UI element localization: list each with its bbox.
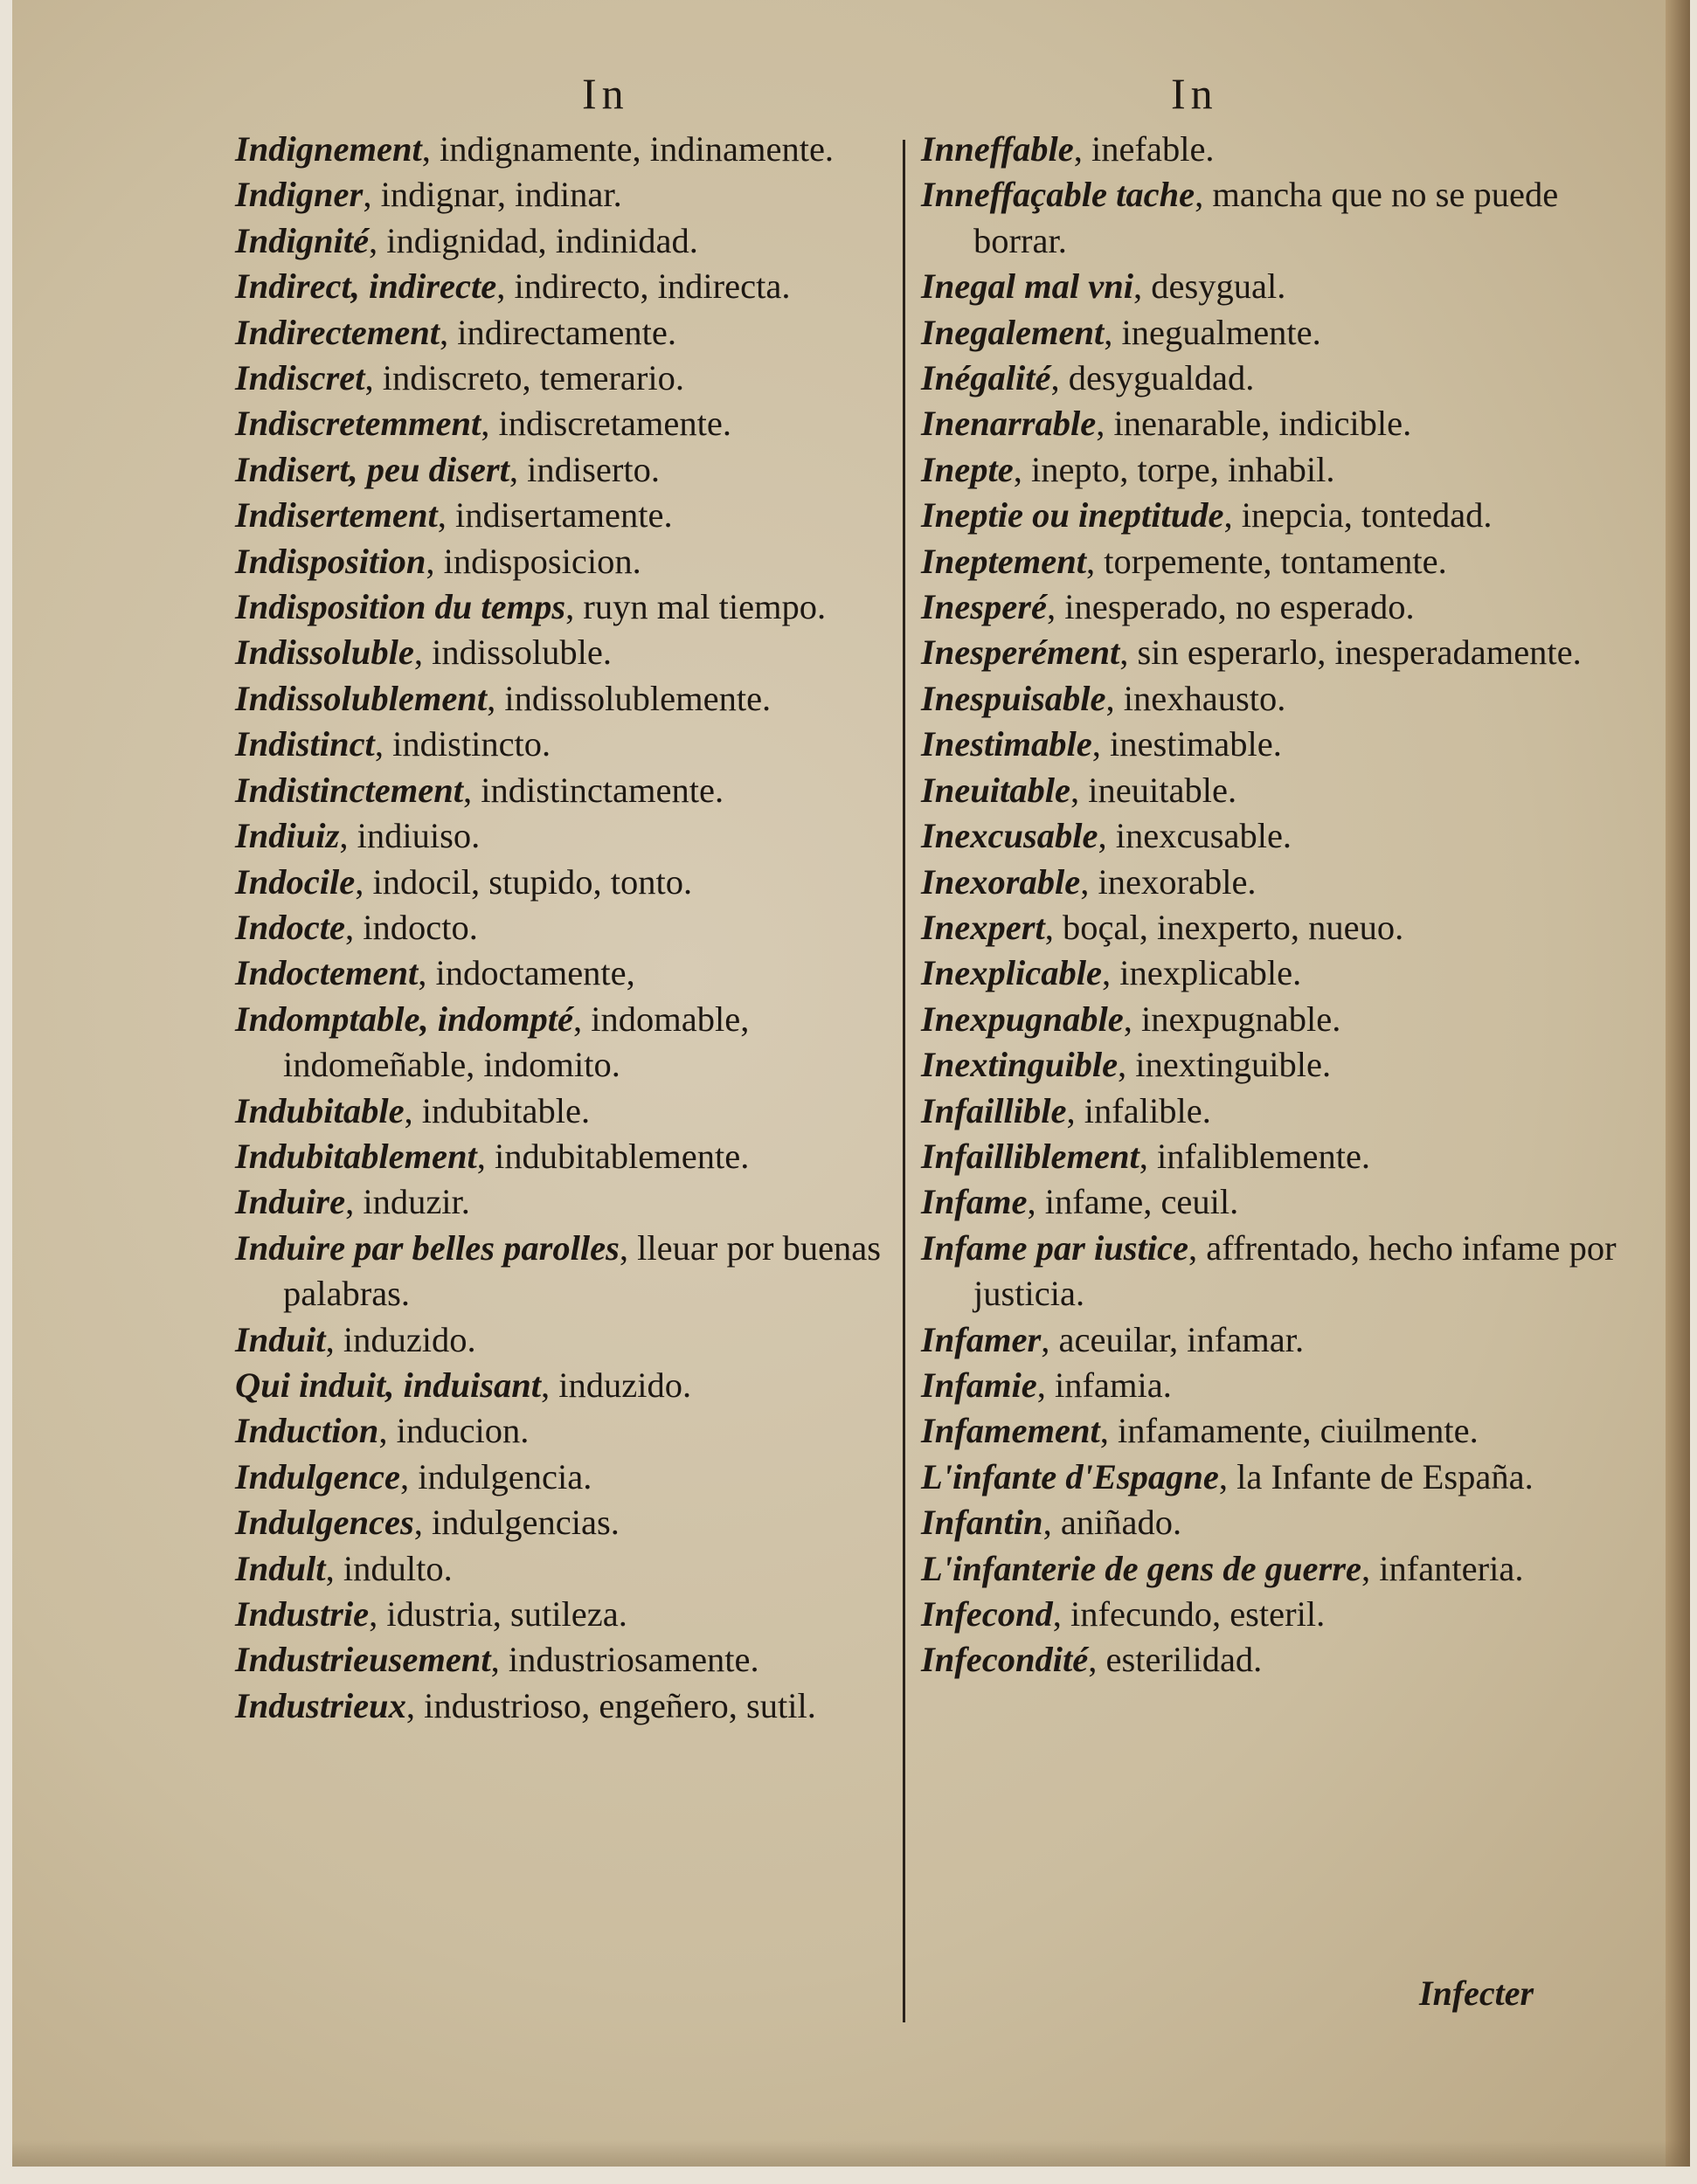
translation: , infamamente, ciuilmente. (1099, 1411, 1479, 1451)
dictionary-entry (235, 584, 890, 630)
translation: , indubitablemente. (476, 1136, 750, 1176)
headword: Indigner (235, 175, 364, 215)
translation: , inexcusable. (1098, 816, 1292, 856)
translation: , inefable. (1073, 129, 1215, 169)
dictionary-entry (921, 584, 1620, 630)
right-column (921, 127, 1620, 1683)
headword: Indissoluble (235, 632, 414, 673)
translation: , mancha que no se puede borrar. (973, 175, 1559, 260)
headword: Infecond (921, 1594, 1053, 1634)
translation: , infamia. (1036, 1365, 1172, 1405)
dictionary-entry (235, 310, 890, 356)
headword: Indissolublement (235, 678, 488, 718)
dictionary-entry (235, 630, 890, 675)
translation: , inexhausto. (1105, 678, 1286, 718)
dictionary-entry (921, 356, 1620, 401)
headword: Inepte (921, 449, 1014, 489)
dictionary-entry (921, 997, 1620, 1042)
translation: , indignar, indinar. (363, 175, 622, 215)
dictionary-entry (235, 1637, 890, 1683)
translation: , ruyn mal tiempo. (565, 587, 827, 627)
headword: Infamie (921, 1365, 1037, 1405)
translation: , lleuar por buenas palabras. (283, 1227, 882, 1314)
dictionary-entry (921, 813, 1620, 859)
headword: Indiuiz (235, 816, 340, 856)
dictionary-entry (921, 630, 1620, 675)
headword: Induction (235, 1411, 379, 1451)
dictionary-entry (235, 1089, 890, 1134)
dictionary-entry (235, 1134, 890, 1179)
headword: Inégalité (921, 358, 1051, 398)
translation: , indiscretamente. (481, 404, 732, 444)
headword: Ineptement (921, 541, 1086, 581)
headword: Indulgence (235, 1456, 401, 1496)
translation: , boçal, inexperto, nueuo. (1044, 907, 1404, 947)
dictionary-entry (921, 493, 1620, 538)
headword: Induire par belles parolles (235, 1227, 620, 1268)
dictionary-entry (921, 1637, 1620, 1683)
headword: Infamement (921, 1411, 1100, 1451)
dictionary-entry (921, 264, 1620, 309)
translation: , indiscreto, temerario. (364, 358, 685, 398)
translation: , desygualdad. (1050, 358, 1255, 398)
translation: , inepcia, tontedad. (1223, 495, 1493, 536)
dictionary-entry (235, 1683, 890, 1729)
headword: Infaillible (921, 1090, 1067, 1130)
headword: Indocte (235, 907, 345, 947)
dictionary-entry (921, 401, 1620, 446)
translation: , torpemente, tontamente. (1086, 541, 1447, 581)
translation: , inesperado, no esperado. (1047, 587, 1415, 627)
translation: , indirecto, indirecta. (496, 266, 791, 307)
headword: Indignité (235, 220, 370, 260)
translation: , induzir. (345, 1182, 470, 1222)
column-divider (903, 140, 905, 2022)
headword: Induire (235, 1182, 346, 1222)
translation: , indiuiso. (339, 816, 481, 856)
dictionary-entry (235, 1546, 890, 1592)
dictionary-entry (235, 1455, 890, 1500)
dictionary-entry (921, 1042, 1620, 1088)
translation: , inexplicable. (1101, 953, 1302, 993)
dictionary-entry (235, 127, 890, 172)
translation: , indissoluble. (413, 632, 612, 673)
headword: Industrieux (235, 1685, 406, 1725)
dictionary-entry (921, 1179, 1620, 1225)
translation: , inextinguible. (1118, 1045, 1332, 1085)
dictionary-entry (921, 127, 1620, 172)
dictionary-entry (235, 356, 890, 401)
dictionary-entry (235, 768, 890, 813)
translation: , indocto. (345, 907, 478, 947)
dictionary-entry (921, 1134, 1620, 1179)
translation: , ineuitable. (1070, 770, 1237, 810)
translation: , inenarable, indicible. (1096, 404, 1412, 444)
headword: Indirectement (235, 312, 440, 352)
headword: Inestimable (921, 724, 1092, 764)
translation: , indiserto. (509, 449, 661, 489)
headword: Indistinctement (235, 770, 464, 810)
dictionary-entry (235, 401, 890, 446)
headword: Indisert, peu disert (235, 449, 509, 489)
left-column-header: In (582, 69, 629, 118)
dictionary-entry (921, 1500, 1620, 1545)
dictionary-entry (921, 1592, 1620, 1637)
headword: Inexorable (921, 861, 1081, 902)
dictionary-entry (235, 447, 890, 493)
dictionary-entry (921, 1363, 1620, 1408)
dictionary-entry (235, 905, 890, 950)
dictionary-entry (235, 1317, 890, 1363)
dictionary-entry (235, 539, 890, 584)
dictionary-entry (235, 676, 890, 722)
dictionary-entry (235, 1363, 890, 1408)
translation: , indisposicion. (426, 541, 641, 581)
headword: Indoctement (235, 953, 419, 993)
dictionary-entry (235, 1592, 890, 1637)
dictionary-entry (235, 1226, 890, 1317)
translation: , inegualmente. (1104, 312, 1321, 352)
headword: Inenarrable (921, 404, 1097, 444)
headword: Indisposition (235, 541, 426, 581)
headword: Inesperément (921, 632, 1120, 673)
dictionary-entry (235, 172, 890, 218)
translation: , infecundo, esteril. (1052, 1594, 1326, 1634)
headword: Indisposition du temps (235, 587, 566, 627)
translation: , indistincto. (374, 724, 551, 764)
headword: Inexcusable (921, 816, 1098, 856)
headword: Inespuisable (921, 678, 1106, 718)
translation: , inexorable. (1080, 861, 1257, 902)
headword: Indulgences (235, 1503, 414, 1543)
translation: , indissolublemente. (487, 678, 772, 718)
dictionary-entry (921, 1089, 1620, 1134)
dictionary-entry (921, 676, 1620, 722)
headword: Infame (921, 1182, 1028, 1222)
book-page (12, 0, 1690, 2167)
translation: , indocil, stupido, tonto. (355, 861, 693, 902)
dictionary-entry (921, 1317, 1620, 1363)
dictionary-entry (921, 1546, 1620, 1592)
translation: , desygual. (1133, 266, 1286, 307)
translation: , indisertamente. (437, 495, 673, 536)
translation: , inexpugnable. (1123, 999, 1341, 1039)
dictionary-entry (921, 1226, 1620, 1317)
translation: , infame, ceuil. (1027, 1182, 1239, 1222)
catchword: Infecter (1419, 1973, 1534, 2013)
headword: Indomptable, indompté (235, 999, 574, 1039)
headword: L'infante d'Espagne (921, 1456, 1219, 1496)
translation: , indubitable. (404, 1090, 591, 1130)
left-column (235, 127, 890, 1729)
headword: Industrie (235, 1594, 370, 1634)
headword: Ineptie ou ineptitude (921, 495, 1224, 536)
translation: , la Infante de España. (1218, 1456, 1534, 1496)
headword: Infecondité (921, 1640, 1089, 1680)
translation: , industrioso, engeñero, sutil. (405, 1685, 816, 1725)
dictionary-entry (235, 218, 890, 264)
translation: , indignamente, indinamente. (421, 129, 835, 169)
headword: Indocile (235, 861, 356, 902)
translation: , indulgencia. (400, 1456, 592, 1496)
translation: , inestimable. (1091, 724, 1282, 764)
translation: , industriosamente. (490, 1640, 759, 1680)
page-edge-shadow (12, 2140, 1690, 2167)
headword: Inneffaçable tache (921, 175, 1195, 215)
translation: , indirectamente. (439, 312, 676, 352)
book-binding-edge (1666, 0, 1690, 2167)
dictionary-entry (235, 722, 890, 767)
dictionary-entry (235, 1179, 890, 1225)
dictionary-entry (235, 860, 890, 905)
dictionary-entry (921, 950, 1620, 996)
dictionary-entry (921, 447, 1620, 493)
dictionary-entry (921, 1408, 1620, 1454)
dictionary-entry (921, 172, 1620, 264)
translation: , sin esperarlo, inesperadamente. (1119, 632, 1582, 673)
headword: Indistinct (235, 724, 375, 764)
headword: Inextinguible (921, 1045, 1119, 1085)
dictionary-entry (235, 493, 890, 538)
headword: Infamer (921, 1319, 1042, 1359)
dictionary-entry (921, 539, 1620, 584)
right-column-header: In (1171, 69, 1218, 118)
headword: Inexpugnable (921, 999, 1124, 1039)
dictionary-entry (921, 1455, 1620, 1500)
translation: , affrentado, hecho infame por justicia. (973, 1227, 1617, 1314)
headword: Indult (235, 1548, 326, 1588)
headword: Induit (235, 1319, 326, 1359)
dictionary-entry (235, 1500, 890, 1545)
headword: Inegal mal vni (921, 266, 1134, 307)
headword: Indiscretemment (235, 404, 481, 444)
translation: , indistinctamente. (463, 770, 724, 810)
headword: Inesperé (921, 587, 1047, 627)
translation: , indulto. (325, 1548, 453, 1588)
translation: , aniñado. (1042, 1503, 1182, 1543)
dictionary-entry (235, 1408, 890, 1454)
headword: Inneffable (921, 129, 1074, 169)
headword: Industrieusement (235, 1640, 491, 1680)
translation: , esterilidad. (1088, 1640, 1263, 1680)
dictionary-entry (235, 813, 890, 859)
headword: Inexpert (921, 907, 1045, 947)
dictionary-entry (921, 310, 1620, 356)
translation: , inepto, torpe, inhabil. (1013, 449, 1335, 489)
translation: , indomable, indomeñable, indomito. (283, 999, 750, 1085)
headword: Ineuitable (921, 770, 1071, 810)
translation: , infalible. (1066, 1090, 1211, 1130)
headword: Qui induit, induisant (235, 1365, 542, 1405)
translation: , indulgencias. (413, 1503, 620, 1543)
headword: Indiscret (235, 358, 365, 398)
translation: , aceuilar, infamar. (1041, 1319, 1305, 1359)
dictionary-entry (921, 722, 1620, 767)
headword: Indubitable (235, 1090, 405, 1130)
translation: , idustria, sutileza. (369, 1594, 627, 1634)
translation: , induzido. (541, 1365, 692, 1405)
headword: Indirect, indirecte (235, 266, 497, 307)
headword: L'infanterie de gens de guerre (921, 1548, 1361, 1588)
headword: Indisertement (235, 495, 438, 536)
translation: , infaliblemente. (1139, 1136, 1371, 1176)
dictionary-entry (921, 768, 1620, 813)
headword: Indignement (235, 129, 422, 169)
dictionary-entry (235, 950, 890, 996)
dictionary-entry (235, 264, 890, 309)
dictionary-entry (921, 905, 1620, 950)
translation: , indignidad, indinidad. (369, 220, 698, 260)
translation: , infanteria. (1361, 1548, 1524, 1588)
translation: , induzido. (325, 1319, 476, 1359)
dictionary-entry (235, 997, 890, 1089)
headword: Infame par iustice (921, 1227, 1189, 1268)
translation: , indoctamente, (418, 953, 635, 993)
headword: Inexplicable (921, 953, 1102, 993)
headword: Infantin (921, 1503, 1043, 1543)
headword: Infailliblement (921, 1136, 1139, 1176)
dictionary-entry (921, 860, 1620, 905)
headword: Inegalement (921, 312, 1105, 352)
headword: Indubitablement (235, 1136, 477, 1176)
translation: , inducion. (378, 1411, 530, 1451)
